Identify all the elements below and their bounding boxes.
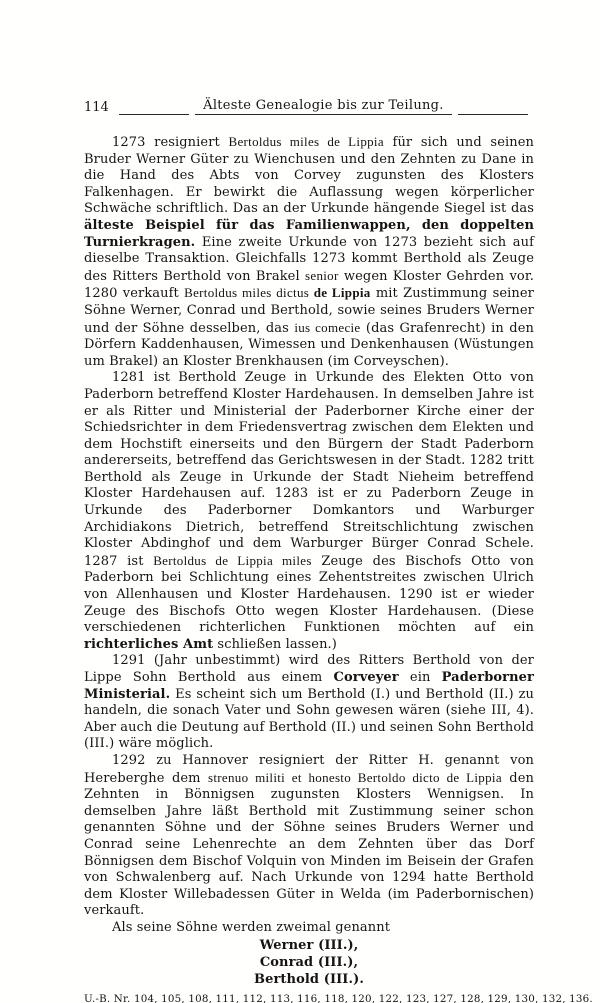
son-name: Conrad (III.), [259,954,359,970]
paragraph-1291 [84,653,534,753]
text-segment: (das Grafenrecht) in den Dörfern Kaddenhausen, Wimessen und Denkenhausen (Wüstungen um Brakel) an Kloster Brenkhausen (im Corveyschen). [84,320,534,369]
son-name: Berthold (III.). [254,971,364,987]
text-segment: 1291 (Jahr unbestimmt) wird des Ritters Berthold von der Lippe Sohn Berthold aus einem [84,653,534,685]
paragraph-1281 [84,370,534,653]
header-rule-left [119,102,189,115]
son-name: Werner (III.), [259,937,359,953]
text-segment: 1273 resigniert [112,135,229,150]
body-text [84,134,593,1003]
sons-list [84,937,534,988]
text-segment: ein [398,670,442,685]
text-segment: mit Zustimmung seiner Söhne Werner, Conrad und Berthold, sowie seines Bruders Werner und der Söhne desselben, das [84,286,534,336]
text-segment-bold: Corveyer [333,670,399,685]
text-segment: Es scheint sich um Berthold (I.) und Berthold (II.) zu handeln, die sonach Vater und Sohn gewesen wären (siehe III, 4). Aber auch die Deutung auf Berthold (II.) und seinen Sohn Berthold (III.) wäre möglich. [84,686,534,752]
source-footnote: U.-B. Nr. 104, 105, 108, 111, 112, 113, 116, 118, 120, 122, 123, 127, 128, 129, 130, 132, 136. [84,992,593,1003]
text-segment-latin-bold: de Lippia [313,285,371,301]
text-segment: schließen lassen.) [213,636,337,652]
header-rule-right [458,102,528,115]
text-segment-latin: Bertoldus miles dictus [184,285,314,301]
text-segment: den Zehnten in Bönnigsen zugunsten Klosters Wennigsen. In demselben Jahre läßt Berthold mit Zustimmung seiner schon genannten Söhne und der Söhne seines Bruders Werner und Conrad seine Lehenrechte an dem Zehnten über das Dorf Bönnigsen dem Bischof Volquin von Minden im Beisein der Grafen von Schwalenberg auf. Nach Urkunde von 1294 hatte Berthold dem Kloster Willebadessen Güter in Welda (im Paderbornischen) verkauft. [84,770,534,919]
sons-intro: Als seine Söhne werden zweimal genannt [112,919,391,935]
text-segment-latin: senior [305,267,339,283]
text-segment-bold: Paderborner Ministerial. [84,670,534,702]
text-segment-latin: strenuo militi et honesto Bertoldo dicto de Lippia [208,769,502,785]
text-segment-latin: Bertoldus miles de Lippia [228,134,384,149]
text-segment: für sich und seinen Bruder Werner Güter zu Wienchusen und den Zehnten zu Dane in die Hand des Abts von Corvey zugunsten des Klosters Falkenhagen. Er bewirkt die Auflassung wegen körperlicher Schwäche schriftlich. Das an der Urkunde hängende Siegel ist das [84,135,534,217]
text-segment: Eine zweite Urkunde von 1273 bezieht sich auf dieselbe Transaktion. Gleichfalls 1273 kommt Berthold als Zeuge des Ritters Berthold von Brakel [84,234,534,284]
page-number: 114 [84,100,109,115]
text-segment: Zeuge des Bischofs Otto von Paderborn bei Schlichtung eines Zehentstreites zwischen Ulrich von Allenhausen und Kloster Hardehausen. 1290 ist er wieder Zeuge des Bischofs Otto wegen Kloster Hardehausen. (Diese verschiedenen richterlichen Funktionen möchten auf ein [84,553,534,636]
text-segment: 1281 ist Berthold Zeuge in Urkunde des Elekten Otto von Paderborn betreffend Kloster Hardehausen. In demselben Jahre ist er als Ritter und Ministerial der Paderborner Kirche einer der Schiedsrichter in dem Friedensvertrag zwischen dem Elekten und dem Hochstift einerseits und den Bürgern der Stadt Paderborn andererseits, betreffend das Gerichtswesen in der Stadt. 1282 tritt Berthold als Zeuge in Urkunde der Stadt Nieheim betreffend Kloster Hardehausen auf. 1283 ist er zu Paderborn Zeuge in Urkunde des Paderborner Domkantors und Warburger Archidiakons Dietrich, betreffend Streitschlichtung zwischen Kloster Abdinghof und dem Warburger Bürger Conrad Schele. 1287 ist [84,370,534,569]
text-segment-bold: richterliches Amt [84,636,214,652]
text-segment-bold: älteste Beispiel für das Familienwappen, den doppelten Turnierkragen. [84,217,534,250]
text-segment: wegen Kloster Gehrden vor. 1280 verkauft [84,268,534,302]
text-segment-latin: ius comecie [294,319,361,335]
text-segment: 1292 zu Hannover resigniert der Ritter H. genannt von Hereberghe dem [84,752,534,786]
running-head [84,98,534,115]
paragraph-1273 [84,134,534,370]
text-segment-latin: Bertoldus de Lippia miles [153,552,312,568]
paragraph-1292 [84,753,534,920]
running-title: Älteste Genealogie bis zur Teilung. [195,98,452,115]
